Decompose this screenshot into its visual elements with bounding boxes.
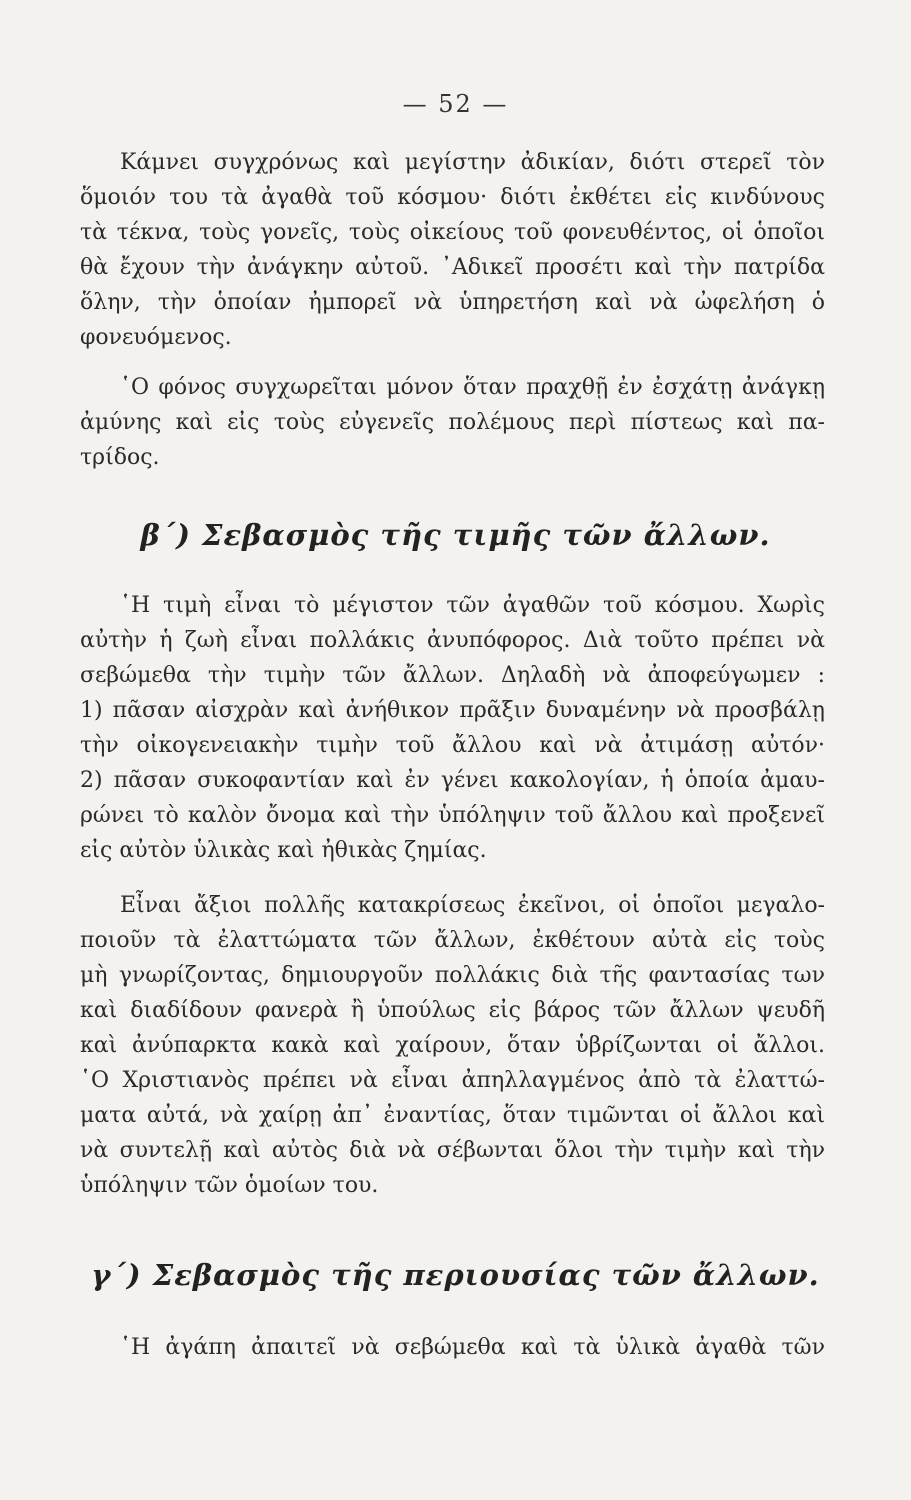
- text-line: ἀμύνης καὶ εἰς τοὺς εὐγενεῖς πολέμους περὶ πίστεως καὶ πα-: [80, 410, 825, 435]
- text-line: ὅλην, τὴν ὁποίαν ἠμπορεῖ νὰ ὑπηρετήση καὶ νὰ ὠφελήση ὁ: [80, 290, 825, 315]
- text-line: σεβώμεθα τὴν τιμὴν τῶν ἄλλων. Δηλαδὴ νὰ ἀποφεύγωμεν :: [80, 663, 825, 688]
- section-heading-gamma: γ΄) Σεβασμὸς τῆς περιουσίας τῶν ἄλλων.: [91, 1258, 820, 1292]
- text-line: ὅμοιόν του τὰ ἀγαθὰ τοῦ κόσμου· διότι ἐκθέτει εἰς κινδύνους: [80, 185, 825, 210]
- text-line: τρίδος.: [80, 445, 160, 470]
- page-number: — 52 —: [402, 90, 509, 118]
- text-line: ρώνει τὸ καλὸν ὄνομα καὶ τὴν ὑπόληψιν τοῦ ἄλλου καὶ προξενεῖ: [80, 803, 825, 828]
- text-line: ῾Η τιμὴ εἶναι τὸ μέγιστον τῶν ἀγαθῶν τοῦ κόσμου. Χωρὶς: [120, 593, 825, 618]
- text-line: ποιοῦν τὰ ἐλαττώματα τῶν ἄλλων, ἐκθέτουν αὐτὰ εἰς τοὺς: [80, 928, 825, 953]
- text-line: φονευόμενος.: [80, 325, 232, 350]
- text-line: καὶ διαδίδουν φανερὰ ἢ ὑπούλως εἰς βάρος τῶν ἄλλων ψευδῆ: [80, 998, 825, 1023]
- text-line: Κάμνει συγχρόνως καὶ μεγίστην ἀδικίαν, διότι στερεῖ τὸν: [120, 150, 825, 175]
- text-line: ῾Η ἀγάπη ἀπαιτεῖ νὰ σεβώμεθα καὶ τὰ ὑλικὰ ἀγαθὰ τῶν: [120, 1335, 825, 1360]
- text-line: ῾Ο Χριστιανὸς πρέπει νὰ εἶναι ἀπηλλαγμένος ἀπὸ τὰ ἐλαττώ-: [80, 1068, 825, 1093]
- text-line: θὰ ἔχουν τὴν ἀνάγκην αὐτοῦ. ᾽Αδικεῖ προσέτι καὶ τὴν πατρίδα: [80, 255, 825, 280]
- text-line: μὴ γνωρίζοντας, δημιουργοῦν πολλάκις διὰ τῆς φαντασίας των: [80, 963, 825, 988]
- text-line: νὰ συντελῇ καὶ αὐτὸς διὰ νὰ σέβωνται ὅλοι τὴν τιμὴν καὶ τὴν: [80, 1138, 825, 1163]
- text-line: τὰ τέκνα, τοὺς γονεῖς, τοὺς οἰκείους τοῦ φονευθέντος, οἱ ὁποῖοι: [80, 220, 825, 245]
- text-line: καὶ ἀνύπαρκτα κακὰ καὶ χαίρουν, ὅταν ὑβρίζωνται οἱ ἄλλοι.: [80, 1033, 825, 1058]
- paragraph-slander: [80, 888, 825, 1203]
- paragraph-killing-exception: [80, 370, 825, 475]
- text-line: αὐτὴν ἡ ζωὴ εἶναι πολλάκις ἀνυπόφορος. Διὰ τοῦτο πρέπει νὰ: [80, 628, 825, 653]
- text-line: ματα αὐτά, νὰ χαίρῃ ἀπ᾽ ἐναντίας, ὅταν τιμῶνται οἱ ἄλλοι καὶ: [80, 1103, 825, 1128]
- text-line: Εἶναι ἄξιοι πολλῆς κατακρίσεως ἐκεῖνοι, οἱ ὁποῖοι μεγαλο-: [120, 893, 825, 918]
- text-line: τὴν οἰκογενειακὴν τιμὴν τοῦ ἄλλου καὶ νὰ ἀτιμάσῃ αὐτόν·: [80, 733, 825, 758]
- text-line: ῾Ο φόνος συγχωρεῖται μόνον ὅταν πραχθῇ ἐν ἐσχάτῃ ἀνάγκῃ: [120, 375, 825, 400]
- text-line: ὑπόληψιν τῶν ὁμοίων του.: [80, 1173, 379, 1198]
- text-line: 2) πᾶσαν συκοφαντίαν καὶ ἐν γένει κακολογίαν, ἡ ὁποία ἀμαυ-: [80, 768, 825, 793]
- text-line: εἰς αὐτὸν ὑλικὰς καὶ ἠθικὰς ζημίας.: [80, 838, 487, 863]
- paragraph-killing-injustice: [80, 145, 825, 355]
- text-line: 1) πᾶσαν αἰσχρὰν καὶ ἀνήθικον πρᾶξιν δυναμένην νὰ προσβάλῃ: [80, 698, 825, 723]
- section-heading-beta: β΄) Σεβασμὸς τῆς τιμῆς τῶν ἄλλων.: [140, 518, 771, 552]
- paragraph-honor: [80, 588, 825, 868]
- paragraph-property: [80, 1330, 825, 1365]
